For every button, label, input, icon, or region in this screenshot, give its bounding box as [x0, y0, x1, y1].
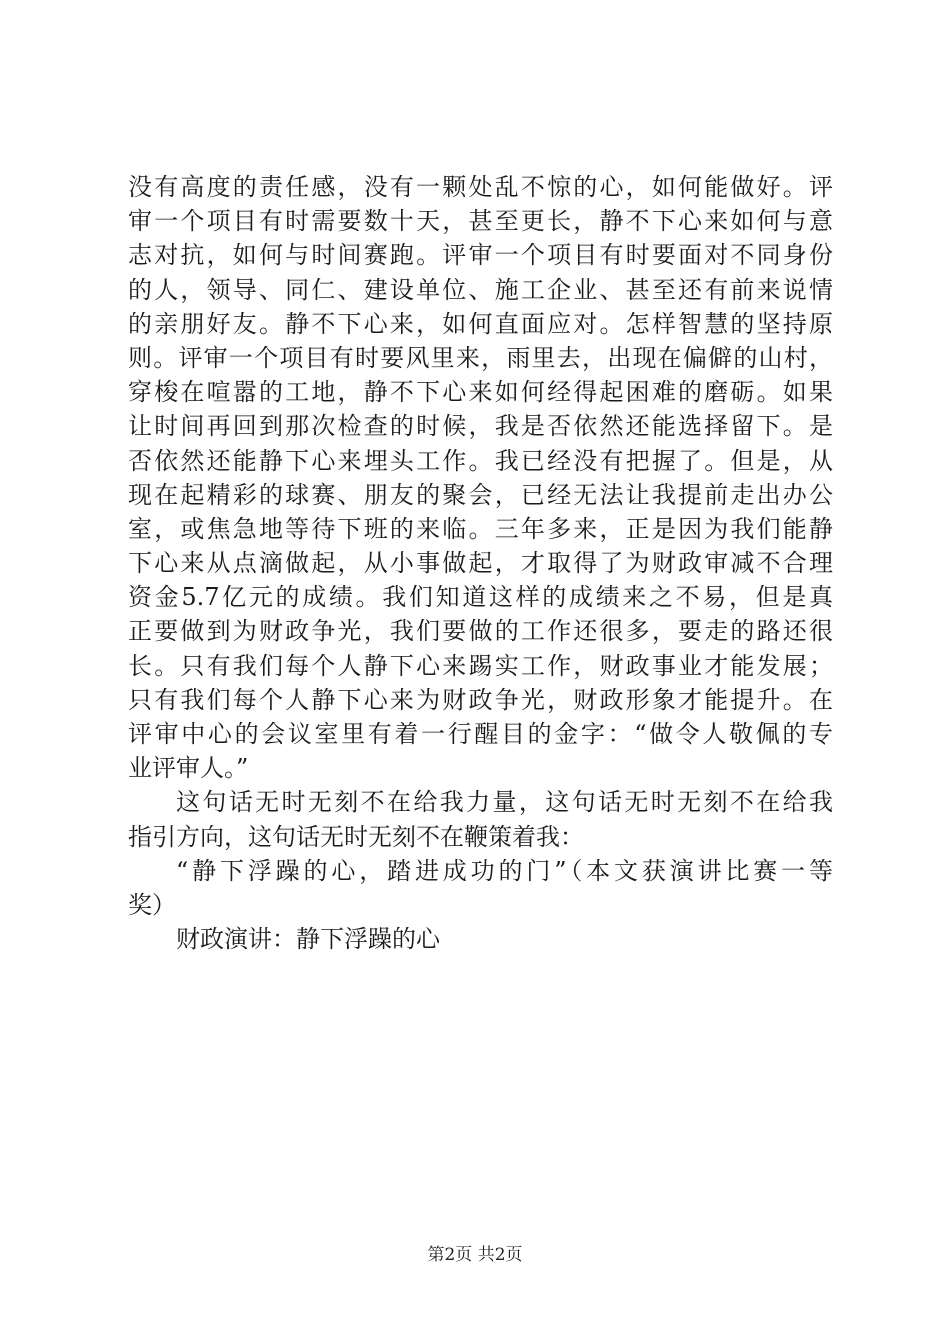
- text-line: 这句话无时无刻不在给我力量，这句话无时无刻不在给我: [176, 788, 833, 817]
- text-line: 让时间再回到那次检查的时候，我是否依然还能选择留下。是: [128, 412, 833, 441]
- text-line: “静下浮躁的心，踏进成功的门”（本文获演讲比赛一等: [176, 856, 833, 885]
- text-line: 资金5.7亿元的成绩。我们知道这样的成绩来之不易，但是真: [128, 583, 833, 612]
- text-line: 评审中心的会议室里有着一行醒目的金字：“做令人敬佩的专: [128, 720, 833, 748]
- text-line: 指引方向，这句话无时无刻不在鞭策着我：: [128, 822, 584, 851]
- paragraph-3: [128, 854, 833, 922]
- page-footer: [0, 1240, 950, 1265]
- text-line: 的人，领导、同仁、建设单位、施工企业、甚至还有前来说情: [128, 275, 833, 304]
- closing-title-text: 财政演讲：静下浮躁的心: [176, 925, 440, 954]
- text-line: 正要做到为财政争光，我们要做的工作还很多，要走的路还很: [128, 617, 833, 646]
- text-line: 下心来从点滴做起，从小事做起，才取得了为财政审减不合理: [128, 549, 833, 578]
- text-line: 长。只有我们每个人静下心来踢实工作，财政事业才能发展；: [128, 651, 833, 680]
- text-line: 穿梭在喧嚣的工地，静不下心来如何经得起困难的磨砺。如果: [128, 378, 833, 407]
- paragraph-2: [128, 785, 833, 853]
- document-body: [128, 170, 833, 956]
- page-indicator: 第2页 共2页: [427, 1245, 523, 1265]
- paragraph-1: [128, 170, 833, 785]
- text-line: 则。评审一个项目有时要风里来，雨里去，出现在偏僻的山村，: [128, 343, 833, 372]
- text-line: 业评审人。”: [128, 754, 249, 783]
- text-line: 现在起精彩的球赛、朋友的聚会，已经无法让我提前走出办公: [128, 480, 833, 509]
- text-line: 志对抗，如何与时间赛跑。评审一个项目有时要面对不同身份: [128, 241, 833, 270]
- text-line: 只有我们每个人静下心来为财政争光，财政形象才能提升。在: [128, 685, 833, 714]
- text-line: 的亲朋好友。静不下心来，如何直面应对。怎样智慧的坚持原: [128, 309, 833, 338]
- text-line: 奖）: [128, 890, 176, 919]
- text-line: 室，或焦急地等待下班的来临。三年多来，正是因为我们能静: [128, 514, 833, 543]
- closing-title: [128, 922, 833, 956]
- text-line: 否依然还能静下心来埋头工作。我已经没有把握了。但是，从: [128, 446, 833, 475]
- text-line: 审一个项目有时需要数十天，甚至更长，静不下心来如何与意: [128, 207, 833, 236]
- text-line: 没有高度的责任感，没有一颗处乱不惊的心，如何能做好。评: [128, 173, 833, 201]
